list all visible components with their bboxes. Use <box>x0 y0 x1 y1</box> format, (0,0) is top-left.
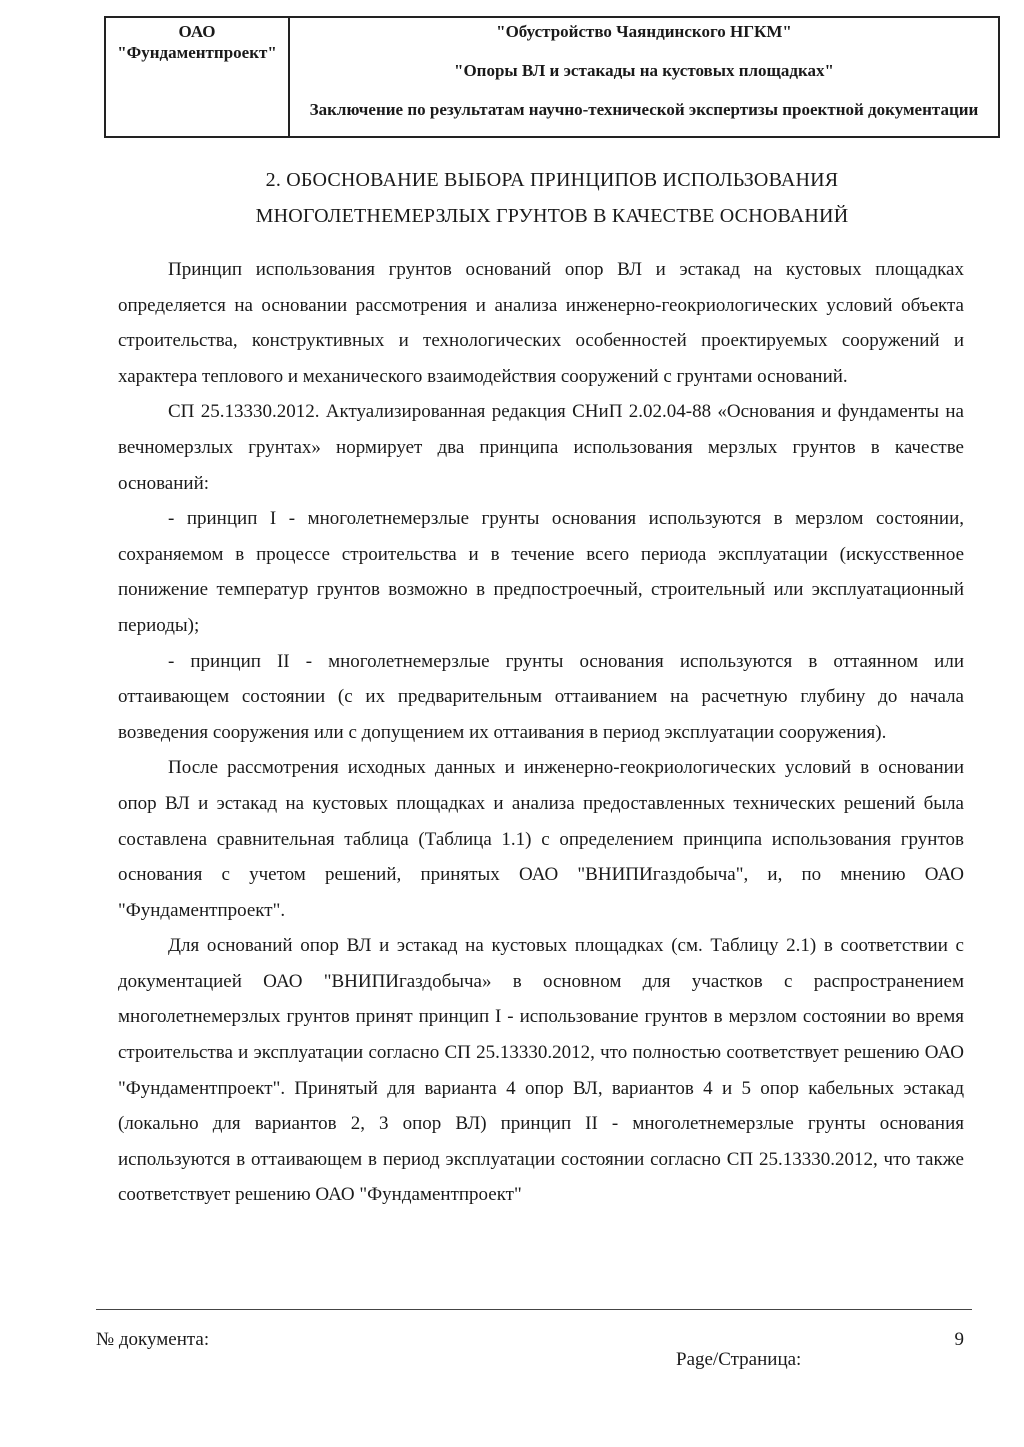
org-line-2: "Фундаментпроект" <box>117 43 277 62</box>
section-heading-line-2: МНОГОЛЕТНЕМЕРЗЛЫХ ГРУНТОВ В КАЧЕСТВЕ ОСНОВАНИЙ <box>255 205 849 227</box>
paragraph-principle-1: - принцип I - многолетнемерзлые грунты основания используются в мерзлом состоянии, сохраняемом в процессе строительства и в течение всего периода эксплуатации (искусственное понижение температур грунтов возможно в предпостроечный, строительный или эксплуатационный периоды); <box>118 508 964 636</box>
header-organization-cell <box>106 18 290 136</box>
document-header <box>104 16 1000 138</box>
paragraph-principle-2: - принцип II - многолетнемерзлые грунты основания используются в оттаянном или оттаивающем состоянии (с их предварительным оттаиванием на расчетную глубину до начала возведения сооружения или с допущением их оттаивания в период эксплуатации сооружения). <box>118 650 964 743</box>
header-title-cell <box>290 18 998 136</box>
footer-divider <box>96 1309 972 1310</box>
project-title: "Обустройство Чаяндинского НГКМ" <box>496 22 792 41</box>
footer-page-number: 9 <box>954 1329 964 1350</box>
org-line-1: ОАО <box>178 22 216 41</box>
section-heading-line-1: 2. ОБОСНОВАНИЕ ВЫБОРА ПРИНЦИПОВ ИСПОЛЬЗОВАНИЯ <box>265 169 839 191</box>
object-title: "Опоры ВЛ и эстакады на кустовых площадках" <box>454 61 834 80</box>
document-body <box>118 252 964 1213</box>
paragraph-intro: Принцип использования грунтов оснований опор ВЛ и эстакад на кустовых площадках определяется на основании рассмотрения и анализа инженерно-геокриологических условий объекта строительства, конструктивных и технологических особенностей проектируемых сооружений и характера теплового и механического взаимодействия сооружений с грунтами оснований. <box>118 259 964 387</box>
paragraph-norms: СП 25.13330.2012. Актуализированная редакция СНиП 2.02.04-88 «Основания и фундаменты на вечномерзлых грунтах» нормирует два принципа использования мерзлых грунтов в качестве оснований: <box>118 401 964 494</box>
section-heading <box>104 162 1000 234</box>
conclusion-title: Заключение по результатам научно-технической экспертизы проектной документации <box>309 100 979 119</box>
paragraph-conclusion: Для оснований опор ВЛ и эстакад на кустовых площадках (см. Таблицу 2.1) в соответствии с документацией ОАО "ВНИПИгаздобыча» в основном для участков с распространением многолетнемерзлых грунтов принят принцип I - использование грунтов в мерзлом состоянии во время строительства и эксплуатации согласно СП 25.13330.2012, что полностью соответствует решению ОАО "Фундаментпроект". Принятый для варианта 4 опор ВЛ, вариантов 4 и 5 опор кабельных эстакад (локально для вариантов 2, 3 опор ВЛ) принцип II - многолетнемерзлые грунты основания используются в оттаивающем в период эксплуатации состоянии согласно СП 25.13330.2012, что также соответствует решению ОАО "Фундаментпроект" <box>118 935 964 1206</box>
paragraph-analysis: После рассмотрения исходных данных и инженерно-геокриологических условий в основании опор ВЛ и эстакад на кустовых площадках и анализа предоставленных технических решений была составлена сравнительная таблица (Таблица 1.1) с определением принципа использования грунтов основания с учетом решений, принятых ОАО "ВНИПИгаздобыча", и, по мнению ОАО "Фундаментпроект". <box>118 757 964 921</box>
footer-page-label: Page/Страница: <box>676 1349 802 1370</box>
footer-document-number-label: № документа: <box>96 1329 210 1350</box>
